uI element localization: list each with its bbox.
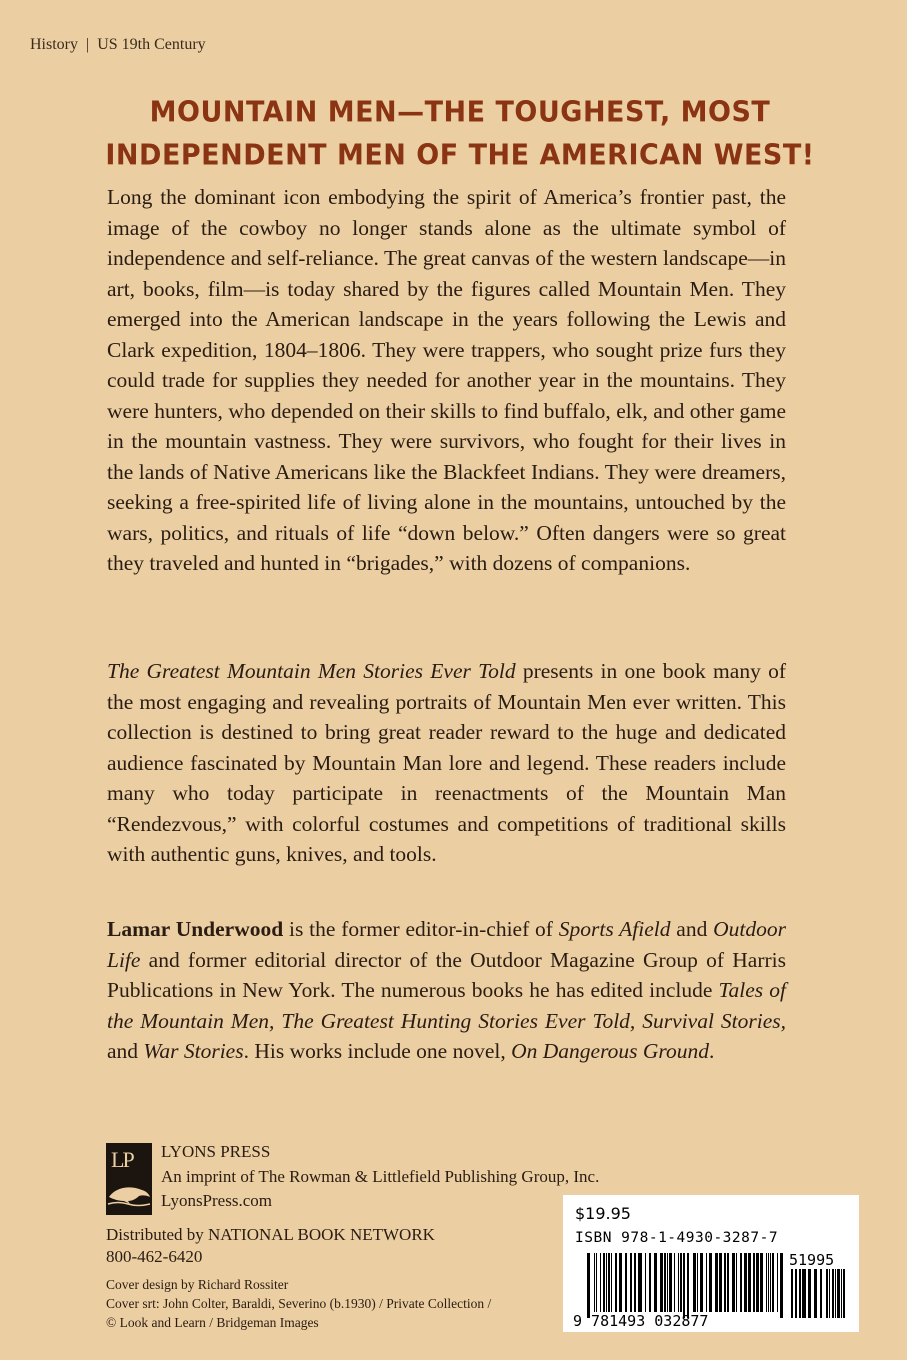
barcode-bar [693,1253,696,1312]
barcode-bar [674,1253,675,1312]
book-title: The Greatest Mountain Men Stories Ever Told [107,659,516,683]
bio-text: . [708,1039,715,1063]
barcode-addon-digits: 51995 [789,1251,835,1269]
barcode-bar [680,1253,682,1312]
publisher-name: LYONS PRESS [161,1142,271,1161]
barcode-bar [772,1253,774,1312]
barcode-bar [600,1253,601,1312]
barcode-bar [727,1253,729,1312]
barcode-bar [724,1253,726,1312]
barcode-icon [563,1195,859,1332]
bio-text: and [670,917,714,941]
cover-art-credit-2: © Look and Learn / Bridgeman Images [106,1315,319,1330]
barcode-bar [630,1253,632,1312]
barcode-bar [594,1253,595,1312]
barcode-bar [744,1253,747,1312]
barcode-bar [649,1253,651,1312]
publisher-logo [106,1143,152,1215]
magazine-title: Outdoor Life [107,917,786,972]
headline-line-2: INDEPENDENT MEN OF THE AMERICAN WEST! [105,139,815,173]
book-summary-text: presents in one book many of the most engaging and revealing portraits of Mountain Men ever written. This collection is destined to bring great reader reward to the huge and dedicated audience fascinated by Mountain Man lore and legend. These readers include many who today participate in reenactments of the Mountain Man “Rendezvous,” with colorful costumes and competitions of traditional skills with authentic guns, knives, and tools. [107,659,786,866]
barcode-bar [732,1253,735,1312]
author-name: Lamar Underwood [107,917,284,941]
barcode-bar [638,1253,642,1312]
category-separator: | [86,36,90,53]
cover-credits [106,1275,491,1332]
barcode-bar [808,1269,811,1318]
barcode-bar [611,1253,612,1312]
novel-title: On Dangerous Ground [511,1039,709,1063]
barcode-bar [768,1253,769,1312]
barcode-bar [753,1253,755,1312]
barcode-bar [634,1253,636,1312]
headline [100,91,820,178]
barcode-bar [799,1269,801,1318]
barcode-bar [603,1253,605,1312]
barcode-bar [843,1269,845,1318]
barcode-bar [837,1269,840,1318]
barcode-bar [820,1269,822,1318]
cover-art-credit: Cover srt: John Colter, Baraldi, Severino (b.1930) / Private Collection / [106,1296,492,1311]
barcode-bar [760,1253,763,1312]
barcode-bar [697,1253,698,1312]
barcode-bar [715,1253,718,1312]
barcode-bar [645,1253,646,1312]
dolphin-icon [106,1181,152,1207]
price-label: $19.95 [575,1204,631,1223]
distribution-info [106,1224,435,1268]
barcode-bar [664,1253,666,1312]
barcode-bar [587,1253,590,1318]
category-history: History [30,36,78,53]
barcode-bar [780,1253,783,1318]
barcode-bar [706,1253,707,1312]
barcode-bar [832,1269,834,1318]
barcode-bar [608,1253,610,1312]
barcode-bar [669,1253,672,1312]
description-paragraph: Long the dominant icon embodying the spirit of America’s frontier past, the image of the cowboy no longer stands alone as the ultimate symbol of independence and self-reliance. The great canvas of the western landscape—in art, books, film—is today shared by the figures called Mountain Men. They emerged into the American landscape in the years following the Lewis and Clark expedition, 1804–1806. They were trappers, who sought prize furs they could trade for supplies they needed for another year in the mountains. They were hunters, who depended on their skills to find buffalo, elk, and other game in the mountain vastness. They were survivors, who fought for their lives in the lands of Native Americans like the Blackfeet Indians. They were dreamers, seeking a free-spirited life of living alone in the mountains, untouched by the wars, politics, and rituals of life “down below.” Often dangers were so great they traveled and hunted in “brigades,” with dozens of companions. [107,185,786,575]
barcode-bar [625,1253,627,1312]
barcode-box [563,1195,859,1332]
headline-line-1: MOUNTAIN MEN—THE TOUGHEST, MOST [149,95,771,129]
barcode-bar [795,1269,797,1318]
publisher-website: LyonsPress.com [161,1191,272,1210]
category-label [30,36,206,54]
book-summary-paragraph [107,656,786,870]
barcode-bar [709,1253,712,1312]
barcode-bar [791,1269,793,1318]
barcode-bar [700,1253,703,1312]
barcode-bar [660,1253,663,1312]
bio-text: and former editorial director of the Outdoor Magazine Group of Harris Publications in New York. The numerous books he has edited include [107,947,786,1002]
barcode-bar [619,1253,622,1312]
edited-book-title: War Stories [143,1039,244,1063]
barcode-bar [770,1253,771,1312]
barcode-bar [835,1269,836,1318]
bio-text: . His works include one novel, [243,1039,512,1063]
edited-books-titles: Tales of the Mountain Men, The Greatest Hunting Stories Ever Told, Survival Stories, [107,978,786,1033]
barcode-bar [740,1253,742,1312]
barcode-bar [766,1253,767,1312]
barcode-bar [736,1253,737,1312]
distributor: Distributed by NATIONAL BOOK NETWORK [106,1225,435,1244]
barcode-bar [683,1253,685,1318]
cover-design-credit: Cover design by Richard Rossiter [106,1277,289,1292]
barcode-bar [615,1253,617,1312]
bio-text: is the former editor-in-chief of [283,917,559,941]
barcode-bar [814,1269,817,1318]
author-bio-paragraph [107,914,786,1067]
barcode-bar [654,1253,657,1312]
publisher-imprint: An imprint of The Rowman & Littlefield Publishing Group, Inc. [161,1166,600,1186]
barcode-bar [667,1253,668,1312]
barcode-bar [596,1253,597,1312]
barcode-bar [719,1253,722,1312]
category-subject: US 19th Century [97,36,206,53]
barcode-bar [802,1269,806,1318]
publisher-logo-letters: LP [111,1147,133,1172]
barcode-bar [841,1269,842,1318]
barcode-bar [606,1253,607,1312]
barcode-bar [687,1253,689,1318]
distributor-phone: 800-462-6420 [106,1247,203,1266]
barcode-bar [678,1253,679,1312]
bio-text: and [107,1039,144,1063]
barcode-main-digits: 9 781493 032877 [573,1312,709,1330]
barcode-bar [756,1253,759,1312]
barcode-bar [826,1269,828,1318]
barcode-bar [777,1253,778,1312]
barcode-bar [748,1253,751,1312]
magazine-title: Sports Afield [558,917,671,941]
isbn-label: ISBN 978-1-4930-3287-7 [575,1230,779,1246]
barcode-bar [829,1269,830,1318]
